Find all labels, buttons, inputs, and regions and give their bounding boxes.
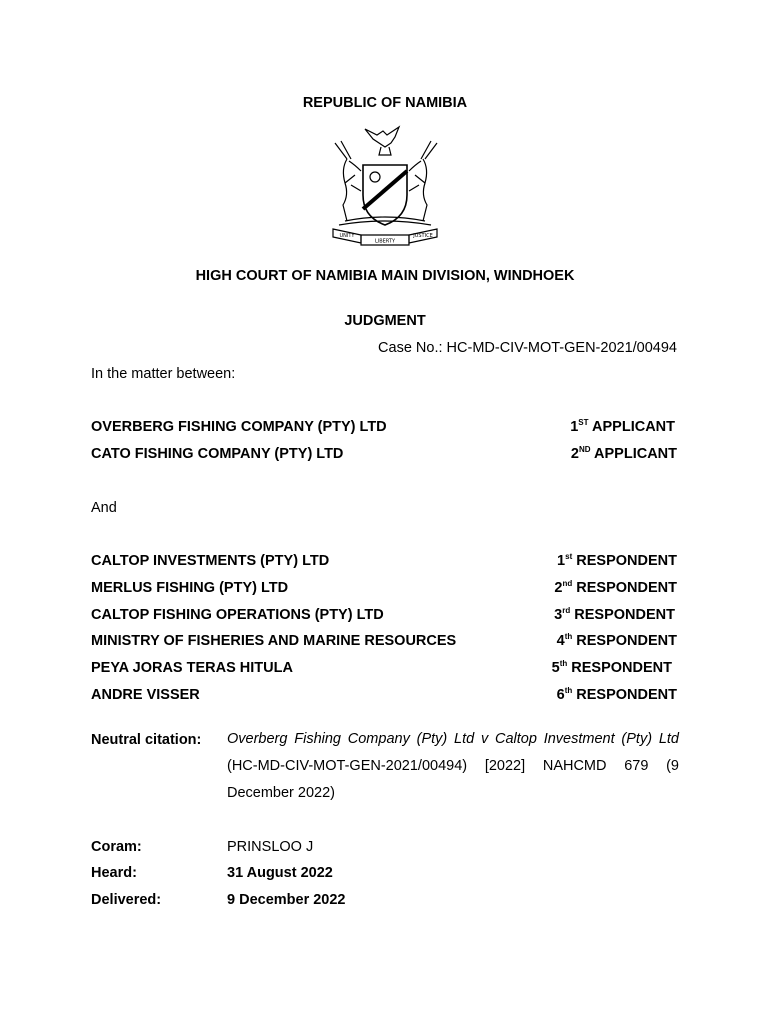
citation-label: Neutral citation: (91, 732, 202, 748)
party-role: 5th RESPONDENT (551, 659, 672, 676)
delivered-value: 9 December 2022 (227, 892, 346, 908)
party-name: OVERBERG FISHING COMPANY (PTY) LTD (91, 419, 387, 435)
coram-label: Coram: (91, 839, 142, 855)
party-name: PEYA JORAS TERAS HITULA (91, 660, 293, 676)
and-separator: And (91, 500, 117, 516)
case-number: Case No.: HC-MD-CIV-MOT-GEN-2021/00494 (378, 340, 677, 356)
citation-details: (HC-MD-CIV-MOT-GEN-2021/00494) [2022] NAHCMD 679 (9 December 2022) (227, 758, 679, 801)
party-role: 1ST APPLICANT (570, 418, 675, 435)
intro-text: In the matter between: (91, 366, 236, 382)
motto-center-text: LIBERTY (374, 238, 396, 245)
party-role: 2ND APPLICANT (570, 445, 677, 462)
citation-text (227, 726, 679, 807)
country-title: REPUBLIC OF NAMIBIA (302, 95, 468, 111)
motto-right-text: JUSTICE (413, 233, 433, 239)
party-role: 1st RESPONDENT (557, 552, 677, 569)
party-name: MERLUS FISHING (PTY) LTD (91, 580, 289, 596)
heard-label: Heard: (91, 865, 137, 881)
party-role: 4th RESPONDENT (556, 632, 677, 649)
heard-value: 31 August 2022 (227, 865, 333, 881)
motto-left-text: UNITY (339, 233, 355, 239)
coat-of-arms-image (325, 125, 445, 249)
party-name: CALTOP INVESTMENTS (PTY) LTD (91, 553, 330, 569)
document-type: JUDGMENT (344, 313, 426, 329)
party-role: 6th RESPONDENT (556, 686, 677, 703)
party-role: 3rd RESPONDENT (554, 606, 675, 623)
coram-value: PRINSLOO J (227, 839, 314, 855)
party-name: CATO FISHING COMPANY (PTY) LTD (91, 446, 344, 462)
party-role: 2nd RESPONDENT (554, 579, 677, 596)
court-title: HIGH COURT OF NAMIBIA MAIN DIVISION, WINDHOEK (195, 268, 575, 284)
party-name: MINISTRY OF FISHERIES AND MARINE RESOURCES (91, 633, 457, 649)
citation-case-name: Overberg Fishing Company (Pty) Ltd v Caltop Investment (Pty) Ltd (227, 731, 679, 747)
party-name: CALTOP FISHING OPERATIONS (PTY) LTD (91, 607, 384, 623)
delivered-label: Delivered: (91, 892, 162, 908)
party-name: ANDRE VISSER (91, 687, 200, 703)
